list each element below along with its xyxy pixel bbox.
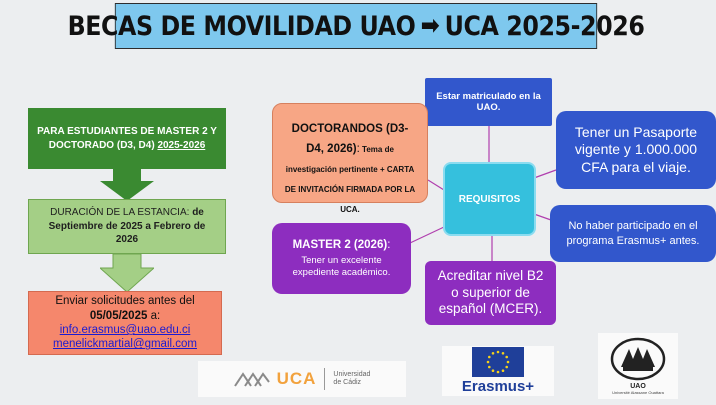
master-desc: Tener un excelente expediente académico. (292, 254, 391, 278)
arrow-right-icon: ➡ (420, 11, 440, 41)
duration-label: DURACIÓN DE LA ESTANCIA: (50, 207, 193, 219)
uao-logo (598, 333, 678, 399)
email-link-uao[interactable]: info.erasmus@uao.edu.ci (59, 324, 191, 336)
requirement-erasmus (550, 205, 716, 262)
students-year: 2025-2026 (157, 139, 206, 151)
master-title-line (293, 238, 391, 252)
uca-emblem-icon (231, 368, 271, 390)
requirement-passport (556, 111, 716, 189)
email-link-gmail[interactable]: menelickmartial@gmail.com (53, 338, 197, 351)
uao-logo-subtitle: Université Alassane Ouattara (612, 390, 664, 395)
deadline-suffix: a: (147, 309, 161, 322)
master-suffix: : (387, 239, 391, 252)
requirement-passport-text: Tener un Pasaporte vigente y 1.000.000 CFA para el viaje. (574, 123, 698, 175)
uca-logo-name: UCA (276, 369, 317, 388)
title-left: BECAS DE MOVILIDAD UAO (67, 10, 416, 42)
requirement-spanish (425, 261, 556, 325)
uao-emblem-icon (609, 337, 667, 383)
uao-logo-name: UAO (630, 383, 646, 390)
requirement-erasmus-text: No haber participado en el programa Erasmus+ antes. (566, 220, 700, 247)
requirements-center-label: REQUISITOS (458, 193, 521, 205)
requirements-center (443, 162, 536, 236)
requirement-spanish-text: Acreditar nivel B2 o superior de español (MCER). (437, 267, 544, 317)
eu-flag-icon (472, 347, 524, 377)
deadline-date: 05/05/2025 (89, 309, 148, 322)
title-right: UCA 2025-2026 (444, 10, 645, 42)
duration-dates: de Septiembre de 2025 a Febrero de 2026 (48, 207, 206, 246)
requirement-doctoral (272, 103, 428, 214)
erasmus-logo (442, 346, 554, 396)
erasmus-logo-name: Erasmus+ (461, 378, 535, 395)
doctoral-title: DOCTORANDOS (D3-D4, 2026) (291, 123, 409, 155)
uca-logo (198, 361, 406, 397)
requirement-master (272, 223, 411, 294)
uca-logo-divider (324, 368, 325, 390)
uca-logo-subtitle: Universidad de Cádiz (333, 370, 371, 386)
requirement-enrolled-text: Estar matriculado en la UAO. (436, 91, 541, 113)
master-title: MASTER 2 (2026) (292, 239, 388, 252)
deadline-label: Enviar solicitudes antes del (55, 295, 195, 308)
students-label: PARA ESTUDIANTES DE MASTER 2 Y DOCTORADO (D3, D4) (37, 126, 217, 151)
requirement-enrolled (425, 78, 552, 126)
doctoral-suffix: : (356, 143, 360, 155)
doctoral-desc: Tema de investigación pertinente + CARTA DE INVITACIÓN FIRMADA POR LA UCA. (284, 145, 416, 214)
